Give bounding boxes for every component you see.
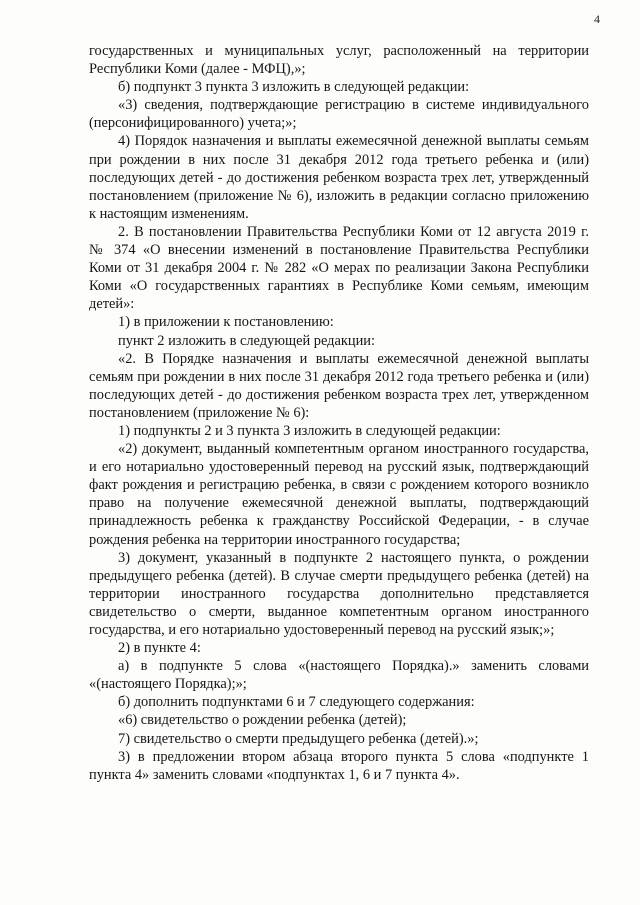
paragraph: б) подпункт 3 пункта 3 изложить в следующей редакции: <box>118 79 470 96</box>
paragraph: 4) Порядок назначения и выплаты ежемесячной денежной выплаты семьям при рождении в них после 31 декабря 2012 года третьего ребенка и (или) последующих детей - до достижения ребенком возраста трех лет, утвержденный постановлением (приложение № 6), изложить в редакции согласно приложению к настоящим изменениям. <box>89 133 589 222</box>
paragraph: 2. В постановлении Правительства Республики Коми от 12 августа 2019 г. № 374 «О внесении изменений в постановление Правительства Республики Коми от 31 декабря 2004 г. № 282 «О мерах по реализации Закона Республики Коми «О государственных гарантиях в Республике Коми семьям, имеющим детей»: <box>89 223 589 313</box>
paragraph: государственных и муниципальных услуг, расположенный на территории Республики Коми (далее - МФЦ),»; <box>89 43 589 78</box>
paragraph: 3) в предложении втором абзаца второго пункта 5 слова «подпункте 1 пункта 4» заменить словами «подпунктах 1, 6 и 7 пункта 4». <box>89 748 589 783</box>
paragraph: пункт 2 изложить в следующей редакции: <box>118 332 375 349</box>
paragraph: 1) подпункты 2 и 3 пункта 3 изложить в следующей редакции: <box>118 422 501 439</box>
paragraph: «3) сведения, подтверждающие регистрацию в системе индивидуального (персонифицированного) учета;»; <box>89 97 589 132</box>
paragraph: а) в подпункте 5 слова «(настоящего Порядка).» заменить словами «(настоящего Порядка);»; <box>89 658 589 693</box>
page-number: 4 <box>594 12 600 26</box>
paragraph: б) дополнить подпунктами 6 и 7 следующего содержания: <box>118 694 475 711</box>
paragraph: 1) в приложении к постановлению: <box>118 314 334 331</box>
paragraph: «6) свидетельство о рождении ребенка (детей); <box>118 712 407 729</box>
paragraph: 7) свидетельство о смерти предыдущего ребенка (детей).»; <box>118 730 479 747</box>
paragraph: «2) документ, выданный компетентным органом иностранного государства, и его нотариально удостоверенный перевод на русский язык, подтверждающий факт рождения и регистрацию ребенка, в связи с рождением которого возникло право на получение ежемесячной денежной выплаты, подтверждающий принадлежность ребенка к гражданству Российской Федерации, - в случае рождения ребенка на территории иностранного государства; <box>89 441 589 548</box>
document-body <box>89 42 589 784</box>
paragraph: «2. В Порядке назначения и выплаты ежемесячной денежной выплаты семьям при рождении в них после 31 декабря 2012 года третьего ребенка и (или) последующих детей - до достижения ребенком возраста трех лет, утвержденном постановлением (приложение № 6): <box>89 350 589 421</box>
paragraph: 3) документ, указанный в подпункте 2 настоящего пункта, о рождении предыдущего ребенка (детей). В случае смерти предыдущего ребенка (детей) на территории иностранного государства дополнительно представляется свидетельство о смерти, выданное компетентным органом иностранного государства, и его нотариально удостоверенный перевод на русский язык;»; <box>89 549 589 638</box>
paragraph: 2) в пункте 4: <box>118 640 201 657</box>
